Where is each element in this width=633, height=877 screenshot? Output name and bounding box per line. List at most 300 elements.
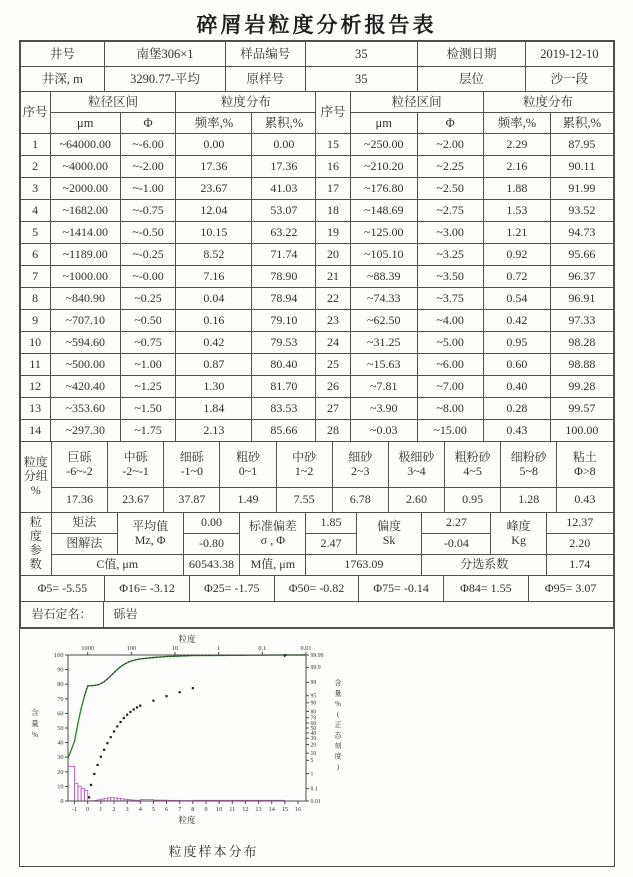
right-axis-title-char: ) xyxy=(336,763,339,771)
grain-cell-seq: 23 xyxy=(316,310,350,332)
grain-row xyxy=(20,376,613,398)
grain-cell-seq: 26 xyxy=(316,376,350,398)
grain-size-table xyxy=(20,91,614,442)
phi75-value: Φ75= -0.14 xyxy=(359,576,444,602)
right-tick-label: 99.99 xyxy=(310,652,324,659)
grain-row xyxy=(20,420,613,442)
grain-cell-freq: 10.15 xyxy=(176,222,252,244)
grain-cell-freq: 0.42 xyxy=(483,310,551,332)
orig-sample-label: 原样号 xyxy=(225,67,305,92)
chart-histogram xyxy=(68,766,285,801)
grain-cell-seq: 8 xyxy=(20,288,50,310)
test-date-label: 检测日期 xyxy=(417,42,526,67)
bottom-tick-label: 6 xyxy=(164,806,168,813)
grain-cell-um: ~1000.00 xyxy=(50,266,120,288)
horizon-label: 层位 xyxy=(417,67,526,92)
kurt-label xyxy=(491,513,547,555)
prob-dot xyxy=(93,773,95,775)
grain-cell-um: ~148.69 xyxy=(350,200,417,222)
well-no-value: 南堡306×1 xyxy=(105,42,225,67)
grain-row xyxy=(20,310,613,332)
group-name: 粘土 xyxy=(572,449,597,464)
right-tick-label: 1 xyxy=(310,771,313,778)
grain-cell-freq: 8.52 xyxy=(176,244,252,266)
phi95-value: Φ95= 3.07 xyxy=(528,576,613,602)
std-label xyxy=(240,513,306,555)
kurt-graphic-value: 2.20 xyxy=(547,534,614,555)
grain-row xyxy=(20,222,613,244)
right-tick-label: 70 xyxy=(310,715,316,722)
prob-dot xyxy=(165,695,167,697)
grain-cell-freq: 0.40 xyxy=(483,376,551,398)
grain-cell-phi: ~1.50 xyxy=(120,398,176,420)
grain-cell-cum: 90.11 xyxy=(551,156,613,178)
top-tick-label: 1 xyxy=(216,645,220,652)
grain-cell-phi: ~-0.75 xyxy=(120,200,176,222)
grain-cell-seq: 13 xyxy=(20,398,50,420)
m-value-label: M值, μm xyxy=(240,555,306,576)
std-label-line1: 标准偏差 xyxy=(248,518,297,533)
grain-cell-freq: 2.13 xyxy=(176,420,252,442)
kurt-moment-value: 12.37 xyxy=(547,513,614,534)
right-axis-title-char: 正 xyxy=(334,721,341,729)
grain-cell-seq: 3 xyxy=(20,178,50,200)
grain-cell-cum: 17.36 xyxy=(252,156,316,178)
left-tick-label: 80 xyxy=(56,681,63,689)
grain-cell-freq: 17.36 xyxy=(176,156,252,178)
prob-dot xyxy=(116,725,118,727)
grain-cell-um: ~2000.00 xyxy=(50,178,120,200)
grain-cell-seq: 15 xyxy=(316,134,350,156)
prob-dot xyxy=(152,700,154,702)
grain-cell-um: ~31.25 xyxy=(350,332,417,354)
grain-cell-seq: 25 xyxy=(316,354,350,376)
right-axis-title-char: 量 xyxy=(334,689,341,698)
group-name-cell xyxy=(388,442,444,488)
info-row xyxy=(20,42,613,67)
groups-section-label xyxy=(20,442,51,513)
right-tick-label: 99 xyxy=(310,680,316,687)
grain-cell-freq: 12.04 xyxy=(176,200,252,222)
right-tick-label: 60 xyxy=(310,720,316,727)
groups-label-line: 粒度 xyxy=(23,455,48,470)
grain-cell-freq: 1.21 xyxy=(483,222,551,244)
mean-label xyxy=(117,513,183,555)
right-axis-title-char: % xyxy=(334,700,341,708)
info-table xyxy=(20,41,614,92)
grain-header-row xyxy=(20,92,613,113)
c-value-label: C值, μm xyxy=(51,555,183,576)
grain-cell-freq: 0.95 xyxy=(483,332,551,354)
group-name: 中砂 xyxy=(292,449,317,464)
grain-cell-um: ~125.00 xyxy=(350,222,417,244)
right-tick-label: 80 xyxy=(310,709,316,716)
grain-cell-um: ~1682.00 xyxy=(50,200,120,222)
grain-cell-phi: ~7.00 xyxy=(417,376,483,398)
group-name-cell xyxy=(108,442,164,488)
bottom-tick-label: 11 xyxy=(228,806,235,813)
bottom-tick-label: 0 xyxy=(85,806,89,813)
grain-cell-cum: 41.03 xyxy=(252,178,316,200)
grain-cell-cum: 97.33 xyxy=(551,310,613,332)
distribution-header: 粒度分布 xyxy=(176,92,316,113)
grain-cell-seq: 16 xyxy=(316,156,350,178)
std-label-line2: σ , Φ xyxy=(260,532,285,547)
right-tick-label: 20 xyxy=(310,742,316,749)
grain-cell-phi: ~1.25 xyxy=(120,376,176,398)
depth-value: 3290.77-平均 xyxy=(105,67,225,92)
grain-cell-seq: 28 xyxy=(316,420,350,442)
grain-cell-freq: 0.87 xyxy=(176,354,252,376)
grain-cell-freq: 0.54 xyxy=(483,288,551,310)
grain-cell-phi: ~0.25 xyxy=(120,288,176,310)
prob-dot xyxy=(139,705,141,707)
group-value-cell: 23.67 xyxy=(108,488,164,513)
grain-cell-cum: 80.40 xyxy=(252,354,316,376)
group-range: Φ>8 xyxy=(574,463,596,478)
right-tick-label: 30 xyxy=(310,736,316,743)
grain-cell-um: ~707.10 xyxy=(50,310,120,332)
left-tick-label: 10 xyxy=(56,783,63,791)
left-tick-label: 30 xyxy=(56,754,63,762)
grain-cell-cum: 85.66 xyxy=(252,420,316,442)
sorting-coef-label: 分选系数 xyxy=(422,555,547,576)
params-label-text: 粒度参数 xyxy=(29,515,42,571)
bottom-tick-label: 13 xyxy=(254,806,262,813)
grain-cell-um: ~420.40 xyxy=(50,376,120,398)
right-axis-title-char: 态 xyxy=(334,731,341,740)
grain-cell-cum: 98.88 xyxy=(551,354,613,376)
params-cm-row xyxy=(20,555,613,576)
grain-cell-seq: 9 xyxy=(20,310,50,332)
grain-cell-um: ~840.90 xyxy=(50,288,120,310)
percentiles-table xyxy=(20,575,614,602)
chart-caption: 粒度样本分布 xyxy=(168,844,259,859)
grain-cell-um: ~1414.00 xyxy=(50,222,120,244)
group-name: 细粉砂 xyxy=(510,449,547,464)
phi25-value: Φ25= -1.75 xyxy=(189,576,274,602)
grain-cell-seq: 21 xyxy=(316,266,350,288)
right-tick-label: 50 xyxy=(310,725,316,732)
bottom-tick-label: 9 xyxy=(203,806,208,813)
grain-cell-freq: 0.28 xyxy=(483,398,551,420)
mean-moment-value: 0.00 xyxy=(183,513,240,534)
grain-cell-phi: ~4.00 xyxy=(417,310,483,332)
right-tick-label: 10 xyxy=(310,750,316,757)
group-range: -6~-2 xyxy=(66,463,93,478)
phi50-value: Φ50= -0.82 xyxy=(274,576,359,602)
histogram-bar xyxy=(68,766,75,801)
bottom-tick-label: 2 xyxy=(111,806,116,813)
right-axis-title-char: ( xyxy=(336,710,339,719)
skew-label-line1: 偏度 xyxy=(377,518,402,533)
phi-header: Φ xyxy=(417,113,483,134)
group-value-cell: 6.78 xyxy=(332,488,388,513)
grain-cell-cum: 0.00 xyxy=(252,134,316,156)
seq-header: 序号 xyxy=(20,92,50,134)
left-axis-title-char: 量 xyxy=(30,719,39,728)
grain-cell-um: ~353.60 xyxy=(50,398,120,420)
grain-cell-freq: 0.92 xyxy=(483,244,551,266)
grain-cell-phi: ~2.25 xyxy=(417,156,483,178)
grain-cell-phi: ~2.75 xyxy=(417,200,483,222)
graphic-method-label: 图解法 xyxy=(51,534,117,555)
prob-dot xyxy=(119,721,121,723)
bottom-axis-title: 粒度 xyxy=(177,815,196,825)
grain-cell-phi: ~-1.00 xyxy=(120,178,176,200)
top-axis-title: 粒度 xyxy=(177,634,196,644)
grain-cell-cum: 99.57 xyxy=(551,398,613,420)
rock-name-value: 砾岩 xyxy=(103,602,613,628)
grain-cell-cum: 95.66 xyxy=(551,244,613,266)
chart-cumulative-line xyxy=(22,653,306,801)
freq-header: 频率,% xyxy=(176,113,252,134)
grain-cell-freq: 0.43 xyxy=(483,420,551,442)
group-range: -1~0 xyxy=(180,463,204,478)
right-tick-label: 0.1 xyxy=(310,786,318,793)
top-tick-label: 1000 xyxy=(80,645,94,652)
bottom-tick-label: 5 xyxy=(151,806,155,813)
group-name: 中砾 xyxy=(123,449,148,464)
top-tick-label: 10 xyxy=(171,645,178,652)
mean-label-line1: 平均值 xyxy=(132,518,169,533)
grain-cell-phi: ~1.75 xyxy=(120,420,176,442)
skew-moment-value: 2.27 xyxy=(422,513,491,534)
grain-cell-seq: 2 xyxy=(20,156,50,178)
cumulative-dotted-overlay xyxy=(84,655,306,696)
grain-cell-freq: 0.72 xyxy=(483,266,551,288)
params-moment-row xyxy=(20,513,613,534)
right-tick-label: 40 xyxy=(310,730,316,737)
grain-cell-um: ~4000.00 xyxy=(50,156,120,178)
left-tick-label: 50 xyxy=(56,725,63,732)
grain-cell-freq: 23.67 xyxy=(176,178,252,200)
group-name-cell xyxy=(220,442,276,488)
group-value-cell: 1.28 xyxy=(501,488,557,513)
grain-cell-phi: ~0.50 xyxy=(120,310,176,332)
grain-cell-seq: 17 xyxy=(316,178,350,200)
right-tick-label: 95 xyxy=(310,693,316,700)
um-header: μm xyxy=(50,113,120,134)
grain-cell-cum: 79.53 xyxy=(252,332,316,354)
sample-no-label: 样品编号 xyxy=(225,42,305,67)
grain-cell-freq: 0.04 xyxy=(176,288,252,310)
chart-prob-dots xyxy=(87,687,193,798)
grain-row xyxy=(20,266,613,288)
phi5-value: Φ5= -5.55 xyxy=(20,576,105,602)
group-name: 巨砾 xyxy=(67,449,92,464)
bottom-tick-label: 14 xyxy=(268,806,275,813)
grain-cell-cum: 94.73 xyxy=(551,222,613,244)
grain-cell-um: ~3.90 xyxy=(350,398,417,420)
group-name: 粗砂 xyxy=(235,449,260,464)
group-value-cell: 7.55 xyxy=(276,488,332,513)
cum-header: 累积,% xyxy=(551,113,613,134)
grain-cell-freq: 0.00 xyxy=(176,134,252,156)
sample-no-value: 35 xyxy=(305,42,417,67)
grain-cell-seq: 18 xyxy=(316,200,350,222)
grain-cell-seq: 19 xyxy=(316,222,350,244)
histogram-bar xyxy=(84,791,87,801)
rock-name-table xyxy=(20,601,614,628)
seq-header: 序号 xyxy=(316,92,350,134)
chart-axes xyxy=(65,652,309,804)
mean-graphic-value: -0.80 xyxy=(183,534,240,555)
grain-cell-um: ~594.60 xyxy=(50,332,120,354)
rock-name-label: 岩石定名： xyxy=(20,602,103,628)
grain-row xyxy=(20,354,613,376)
top-tick-label: 100 xyxy=(126,645,136,652)
grain-cell-phi: ~15.00 xyxy=(417,420,483,442)
histogram-bar xyxy=(77,786,80,801)
group-name-cell xyxy=(51,442,107,488)
grain-cell-cum: 79.10 xyxy=(252,310,316,332)
grain-cell-seq: 6 xyxy=(20,244,50,266)
grain-cell-cum: 71.74 xyxy=(252,244,316,266)
depth-label: 井深, m xyxy=(20,67,105,92)
grain-cell-seq: 5 xyxy=(20,222,50,244)
grain-cell-phi: ~2.00 xyxy=(417,134,483,156)
well-no-label: 井号 xyxy=(20,42,105,67)
c-value: 60543.38 xyxy=(183,555,240,576)
grain-row xyxy=(20,200,613,222)
group-name-cell xyxy=(445,442,501,488)
right-tick-label: 90 xyxy=(310,700,316,707)
grain-cell-freq: 7.16 xyxy=(176,266,252,288)
right-tick-label: 0.01 xyxy=(310,798,321,805)
prob-dot xyxy=(87,796,89,798)
std-graphic-value: 2.47 xyxy=(306,534,356,555)
grain-row xyxy=(20,332,613,354)
grain-cell-phi: ~8.00 xyxy=(417,398,483,420)
histogram-bar xyxy=(110,798,113,801)
grain-cell-cum: 96.91 xyxy=(551,288,613,310)
cum-header: 累积,% xyxy=(252,113,316,134)
right-axis-title-char: 度 xyxy=(334,752,341,761)
left-tick-label: 60 xyxy=(56,710,63,718)
groups-name-row xyxy=(20,442,613,488)
interval-header: 粒径区间 xyxy=(350,92,483,113)
grain-cell-cum: 91.99 xyxy=(551,178,613,200)
cumulative-curve xyxy=(22,655,306,801)
grain-cell-um: ~62.50 xyxy=(350,310,417,332)
bottom-tick-label: 15 xyxy=(281,806,288,813)
grain-cell-freq: 1.30 xyxy=(176,376,252,398)
prob-dot xyxy=(122,717,124,719)
skew-label xyxy=(356,513,422,555)
grain-cell-cum: 78.94 xyxy=(252,288,316,310)
bottom-tick-label: 1 xyxy=(98,806,102,813)
grain-cell-seq: 10 xyxy=(20,332,50,354)
m-value: 1763.09 xyxy=(306,555,422,576)
bottom-tick-label: 10 xyxy=(215,806,222,813)
grain-cell-freq: 0.42 xyxy=(176,332,252,354)
grain-cell-freq: 1.53 xyxy=(483,200,551,222)
grain-cell-um: ~7.81 xyxy=(350,376,417,398)
grain-cell-phi: ~1.00 xyxy=(120,354,176,376)
um-header: μm xyxy=(350,113,417,134)
grain-cell-cum: 63.22 xyxy=(252,222,316,244)
groups-label-line: 分组 xyxy=(23,469,48,484)
phi84-value: Φ84= 1.55 xyxy=(444,576,529,602)
grain-row xyxy=(20,156,613,178)
grain-row xyxy=(20,398,613,420)
rock-name-row xyxy=(20,602,613,628)
phi16-value: Φ16= -3.12 xyxy=(105,576,190,602)
prob-dot xyxy=(129,711,131,713)
interval-header: 粒径区间 xyxy=(50,92,176,113)
group-name-cell xyxy=(276,442,332,488)
right-tick-label: 5 xyxy=(310,758,313,765)
grain-cell-freq: 0.60 xyxy=(483,354,551,376)
grain-row xyxy=(20,244,613,266)
grain-cell-seq: 20 xyxy=(316,244,350,266)
grain-cell-phi: ~3.00 xyxy=(417,222,483,244)
grain-cell-seq: 24 xyxy=(316,332,350,354)
grain-cell-cum: 100.00 xyxy=(551,420,613,442)
group-name: 细砂 xyxy=(348,449,373,464)
grain-cell-freq: 1.88 xyxy=(483,178,551,200)
phi-header: Φ xyxy=(120,113,176,134)
right-tick-label: 99.9 xyxy=(310,665,321,672)
grain-cell-freq: 2.16 xyxy=(483,156,551,178)
test-date-value: 2019-12-10 xyxy=(526,42,613,67)
prob-dot xyxy=(89,784,91,786)
params-section-label xyxy=(20,513,51,576)
group-name-cell xyxy=(557,442,613,488)
grain-cell-phi: ~-6.00 xyxy=(120,134,176,156)
groups-label-line: % xyxy=(30,482,41,497)
grain-cell-um: ~15.63 xyxy=(350,354,417,376)
kurt-label-line2: Kg xyxy=(511,532,526,547)
group-range: 1~2 xyxy=(294,463,314,478)
prob-dot xyxy=(99,756,101,758)
group-name: 细砾 xyxy=(179,449,204,464)
grain-cell-um: ~64000.00 xyxy=(50,134,120,156)
bottom-tick-label: 4 xyxy=(138,806,142,813)
grain-cell-um: ~105.10 xyxy=(350,244,417,266)
page-title: 碎屑岩粒度分析报告表 xyxy=(196,13,437,37)
distribution-header: 粒度分布 xyxy=(483,92,613,113)
orig-sample-value: 35 xyxy=(305,67,417,92)
grain-cell-um: ~0.03 xyxy=(350,420,417,442)
group-value-cell: 37.87 xyxy=(164,488,220,513)
group-name-cell xyxy=(332,442,388,488)
bottom-tick-label: 3 xyxy=(125,806,129,813)
prob-dot xyxy=(126,714,128,716)
group-range: 5~8 xyxy=(519,463,538,478)
right-axis-title-char: 含 xyxy=(334,679,341,687)
grain-cell-phi: ~5.00 xyxy=(417,332,483,354)
grain-cell-cum: 83.53 xyxy=(252,398,316,420)
info-row xyxy=(20,67,613,92)
freq-header: 频率,% xyxy=(483,113,551,134)
group-range: 4~5 xyxy=(463,463,482,478)
grain-cell-freq: 1.84 xyxy=(176,398,252,420)
bottom-tick-label: 12 xyxy=(241,806,249,813)
grain-size-chart xyxy=(22,633,406,835)
moment-method-label: 矩法 xyxy=(51,513,117,534)
grain-cell-cum: 53.07 xyxy=(252,200,316,222)
grain-cell-freq: 0.16 xyxy=(176,310,252,332)
std-moment-value: 1.85 xyxy=(306,513,356,534)
grain-cell-seq: 22 xyxy=(316,288,350,310)
grain-cell-seq: 27 xyxy=(316,398,350,420)
grain-cell-phi: ~-0.50 xyxy=(120,222,176,244)
grain-cell-cum: 78.90 xyxy=(252,266,316,288)
grain-cell-cum: 81.70 xyxy=(252,376,316,398)
prob-dot xyxy=(112,730,114,732)
